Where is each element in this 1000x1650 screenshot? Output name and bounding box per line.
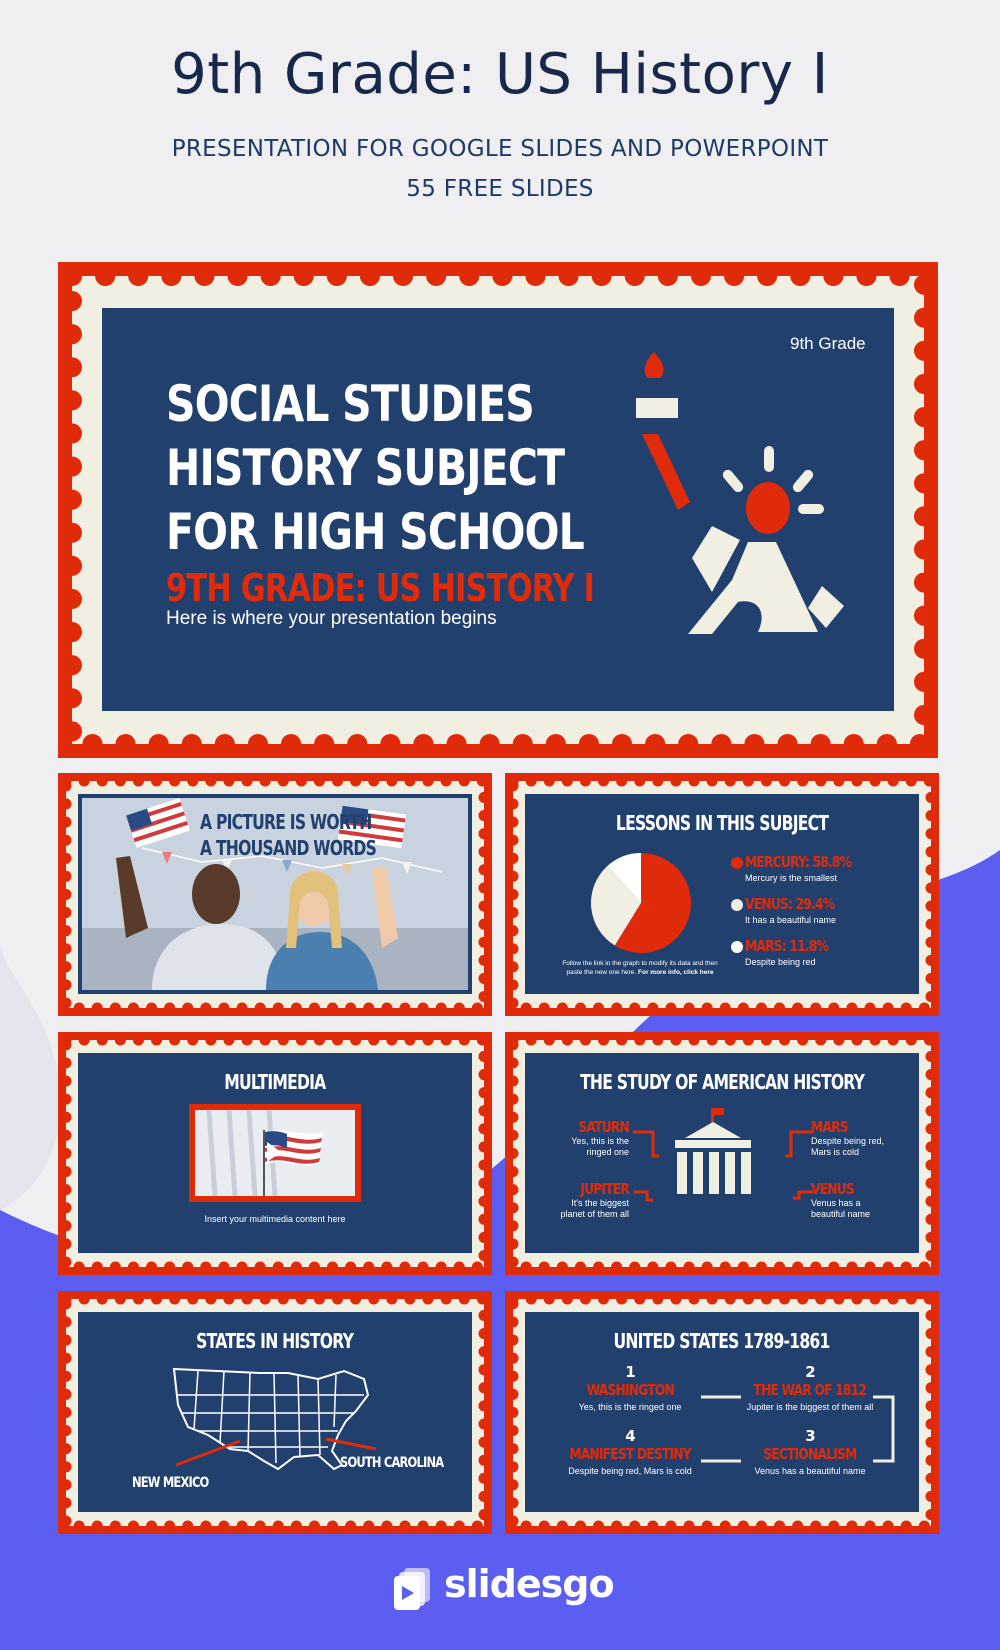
state-label-new-mexico: NEW MEXICO [132,1475,209,1491]
legend-label: MERCURY: 58.8% [745,853,852,871]
timeline-desc: Venus has a beautiful name [754,1466,866,1476]
timeline-number: 4 [625,1427,635,1445]
timeline-desc: Despite being red, Mars is cold [568,1466,692,1476]
timeline-number: 1 [625,1363,635,1381]
timeline-item-2 [715,1363,905,1412]
study-item-label: MARS [811,1118,848,1136]
timeline-item-1 [545,1363,715,1412]
main-slide[interactable] [58,262,938,758]
slide-states[interactable] [58,1291,492,1534]
states-title: STATES IN HISTORY [196,1329,354,1353]
legend-item-venus [745,895,935,937]
slidesgo-logo-text: slidesgo [444,1562,614,1606]
slidesgo-logo-icon [392,1566,436,1610]
legend-desc: Mercury is the smallest [745,873,838,883]
slide-count: 55 FREE SLIDES [406,176,594,202]
statue-of-liberty-icon [608,352,848,652]
study-item-desc-2: ringed one [586,1147,629,1157]
slide-lessons[interactable] [505,773,939,1016]
grade-label: 9th Grade [790,334,866,353]
timeline-number: 2 [805,1363,815,1381]
lessons-note-link[interactable]: For more info, click here [638,969,714,976]
legend-dot [731,899,743,911]
study-item-desc-2: planet of them all [560,1209,629,1219]
capitol-building-icon [633,1104,813,1204]
main-title-line-1: SOCIAL STUDIES [166,375,535,433]
slide-multimedia[interactable] [58,1032,492,1275]
timeline-label: MANIFEST DESTINY [569,1445,691,1463]
study-item-jupiter [529,1180,629,1220]
study-item-venus [811,1180,921,1220]
study-item-label: JUPITER [580,1180,629,1198]
study-title: THE STUDY OF AMERICAN HISTORY [579,1070,865,1094]
study-item-desc-2: Mars is cold [811,1147,860,1157]
study-item-desc-1: Venus has a [811,1198,861,1208]
legend-label: MARS: 11.8% [745,937,828,955]
timeline-label: WASHINGTON [586,1381,674,1399]
picture-title-line-1: A PICTURE IS WORTH [200,810,372,834]
timeline-label: SECTIONALISM [763,1445,857,1463]
slidesgo-logo[interactable] [392,1562,612,1612]
main-tagline: Here is where your presentation begins [166,608,497,629]
page-subtitle: PRESENTATION FOR GOOGLE SLIDES AND POWERPOINT [171,136,829,162]
legend-desc: It has a beautiful name [745,915,837,925]
timeline-label: THE WAR OF 1812 [753,1381,867,1399]
main-title-line-2: HISTORY SUBJECT [166,439,565,497]
slide-timeline[interactable] [505,1291,939,1534]
state-label-south-carolina: SOUTH CAROLINA [340,1455,444,1471]
legend-item-mars [745,937,935,979]
timeline-title: UNITED STATES 1789-1861 [613,1329,831,1353]
video-placeholder[interactable] [189,1104,361,1202]
lessons-title: LESSONS IN THIS SUBJECT [615,811,829,835]
slide-study[interactable] [505,1032,939,1275]
timeline-item-3 [715,1427,905,1476]
study-item-desc-1: It's the biggest [571,1198,629,1208]
main-title-line-3: FOR HIGH SCHOOL [166,503,584,561]
lessons-legend [745,853,935,979]
legend-dot [731,941,743,953]
legend-desc: Despite being red [745,957,816,967]
stamp-frame [505,1291,939,1534]
timeline-desc: Jupiter is the biggest of them all [746,1402,874,1412]
study-item-label: VENUS [811,1180,854,1198]
lessons-note-line-2: paste the new one here. [566,969,637,976]
study-item-saturn [545,1118,629,1158]
multimedia-title: MULTIMEDIA [224,1070,326,1094]
legend-dot [731,857,743,869]
study-item-label: SATURN [578,1118,629,1136]
study-item-desc-2: beautiful name [811,1209,871,1219]
study-item-desc-1: Despite being red, [811,1136,885,1146]
study-item-mars [811,1118,921,1158]
lessons-pie-chart [591,853,691,953]
lessons-note-line-1: Follow the link in the graph to modify its data and then [562,960,718,967]
page-title: 9th Grade: US History I [171,42,829,107]
study-item-desc-1: Yes, this is the [571,1136,629,1146]
main-subtitle: 9TH GRADE: US HISTORY I [166,566,595,610]
lessons-note [545,959,735,977]
multimedia-caption: Insert your multimedia content here [204,1214,346,1224]
picture-title-line-2: A THOUSAND WORDS [200,836,377,860]
timeline-number: 3 [805,1427,815,1445]
legend-item-mercury [745,853,935,895]
slide-picture[interactable] [58,773,492,1016]
legend-label: VENUS: 29.4% [745,895,835,913]
timeline-desc: Yes, this is the ringed one [578,1402,682,1412]
timeline-item-4 [545,1427,715,1476]
